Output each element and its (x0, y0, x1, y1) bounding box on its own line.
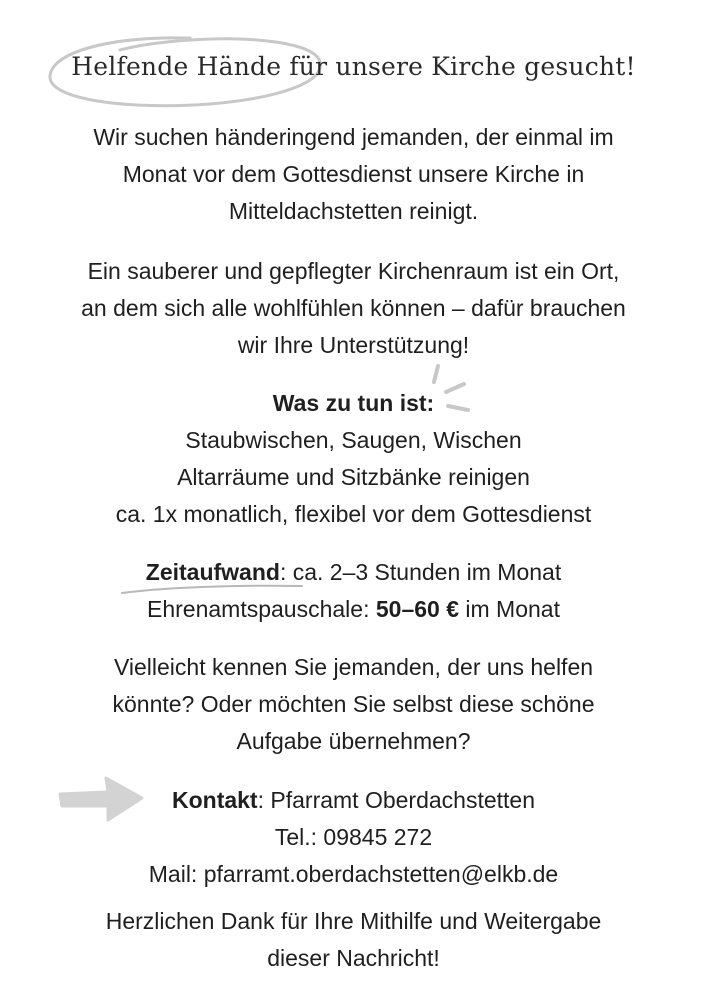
question-line: Aufgabe übernehmen? (236, 728, 471, 754)
intro-line: Monat vor dem Gottesdienst unsere Kirche in (122, 161, 585, 187)
contact-office: : Pfarramt Oberdachstetten (257, 787, 536, 813)
task-item: ca. 1x monatlich, flexibel vor dem Gottesdienst (115, 501, 592, 527)
page-title: Helfende Hände für unsere Kirche gesucht! (71, 52, 636, 81)
tasks-heading: Was zu tun ist: (272, 390, 435, 416)
intro-line: Wir suchen händeringend jemanden, der einmal im (93, 124, 614, 150)
thanks-paragraph (30, 903, 677, 977)
contact-label: Kontakt (171, 787, 258, 813)
tasks-section (30, 385, 677, 533)
contact-section (30, 782, 677, 893)
task-item: Staubwischen, Saugen, Wischen (185, 427, 522, 453)
thanks-line: Herzlichen Dank für Ihre Mithilfe und Weitergabe (105, 908, 602, 934)
allowance-label: Ehrenamtspauschale: (147, 596, 376, 622)
intro-line: Mitteldachstetten reinigt. (228, 198, 479, 224)
contact-mail: Mail: pfarramt.oberdachstetten@elkb.de (148, 861, 559, 887)
motivation-line: an dem sich alle wohlfühlen können – dafür brauchen (81, 295, 626, 321)
question-paragraph (30, 649, 677, 760)
motivation-line: Ein sauberer und gepflegter Kirchenraum ist ein Ort, (87, 258, 620, 284)
time-label: Zeitaufwand (145, 559, 280, 585)
time-value: : ca. 2–3 Stunden im Monat (279, 559, 562, 585)
intro-paragraph (30, 119, 677, 230)
motivation-paragraph (30, 253, 677, 364)
thanks-line: dieser Nachricht! (267, 945, 440, 971)
question-line: Vielleicht kennen Sie jemanden, der uns helfen (113, 654, 594, 680)
time-section (30, 554, 677, 628)
allowance-suffix: im Monat (459, 596, 560, 622)
motivation-line: wir Ihre Unterstützung! (237, 332, 470, 358)
contact-phone: Tel.: 09845 272 (274, 824, 433, 850)
allowance-amount: 50–60 € (375, 596, 459, 622)
question-line: könnte? Oder möchten Sie selbst diese schöne (112, 691, 595, 717)
task-item: Altarräume und Sitzbänke reinigen (177, 464, 530, 490)
